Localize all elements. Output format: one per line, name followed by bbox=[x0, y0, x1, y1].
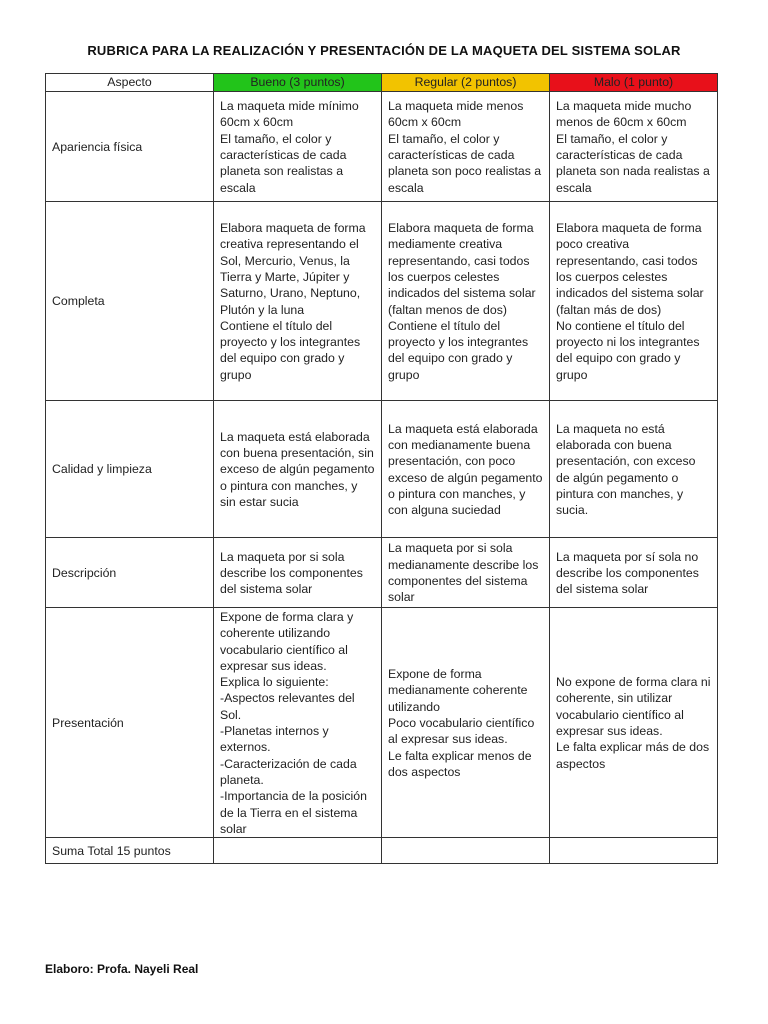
total-regular-cell bbox=[382, 838, 550, 864]
bueno-cell: La maqueta mide mínimo 60cm x 60cm El tamaño, el color y características de cada planeta son realistas a escala bbox=[214, 92, 382, 202]
table-row bbox=[46, 92, 718, 202]
header-bueno: Bueno (3 puntos) bbox=[214, 74, 382, 92]
aspect-cell: Descripción bbox=[46, 538, 214, 608]
bueno-cell: Expone de forma clara y coherente utilizando vocabulario científico al expresar sus ideas. Explica lo siguiente: -Aspectos relevantes del Sol. -Planetas internos y externos. -Caracterización de cada planeta. -Importancia de la posición de la Tierra en el sistema solar bbox=[214, 608, 382, 838]
table-row bbox=[46, 538, 718, 608]
document-title: RUBRICA PARA LA REALIZACIÓN Y PRESENTACIÓN DE LA MAQUETA DEL SISTEMA SOLAR bbox=[87, 43, 681, 58]
header-malo: Malo (1 punto) bbox=[550, 74, 718, 92]
aspect-cell: Presentación bbox=[46, 608, 214, 838]
table-row bbox=[46, 401, 718, 538]
aspect-cell: Apariencia física bbox=[46, 92, 214, 202]
malo-cell: La maqueta por sí sola no describe los componentes del sistema solar bbox=[550, 538, 718, 608]
regular-cell: La maqueta por si sola medianamente describe los componentes del sistema solar bbox=[382, 538, 550, 608]
malo-cell: No expone de forma clara ni coherente, sin utilizar vocabulario científico al expresar sus ideas. Le falta explicar más de dos aspectos bbox=[550, 608, 718, 838]
total-malo-cell bbox=[550, 838, 718, 864]
regular-cell: La maqueta está elaborada con medianamente buena presentación, con poco exceso de algún pegamento o pintura con manches, y con alguna suciedad bbox=[382, 401, 550, 538]
malo-cell: Elabora maqueta de forma poco creativa representando, casi todos los cuerpos celestes indicados del sistema solar (faltan más de dos) No contiene el título del proyecto ni los integrantes del equipo con grado y grupo bbox=[550, 202, 718, 401]
table-row bbox=[46, 202, 718, 401]
header-aspecto: Aspecto bbox=[46, 74, 214, 92]
aspect-cell: Calidad y limpieza bbox=[46, 401, 214, 538]
header-row bbox=[46, 74, 718, 92]
regular-cell: Expone de forma medianamente coherente utilizando Poco vocabulario científico al expresar sus ideas. Le falta explicar menos de dos aspectos bbox=[382, 608, 550, 838]
regular-cell: La maqueta mide menos 60cm x 60cm El tamaño, el color y características de cada planeta son poco realistas a escala bbox=[382, 92, 550, 202]
table-row bbox=[46, 608, 718, 838]
malo-cell: La maqueta mide mucho menos de 60cm x 60cm El tamaño, el color y características de cada planeta son nada realistas a escala bbox=[550, 92, 718, 202]
malo-cell: La maqueta no está elaborada con buena presentación, con exceso de algún pegamento o pintura con manches, y sucia. bbox=[550, 401, 718, 538]
total-label: Suma Total 15 puntos bbox=[46, 838, 214, 864]
bueno-cell: Elabora maqueta de forma creativa representando el Sol, Mercurio, Venus, la Tierra y Marte, Júpiter y Saturno, Urano, Neptuno, Plutón y la luna Contiene el título del proyecto y los integrantes del equipo con grado y grupo bbox=[214, 202, 382, 401]
bueno-cell: La maqueta está elaborada con buena presentación, sin exceso de algún pegamento o pintura con manches, y sin estar sucia bbox=[214, 401, 382, 538]
header-regular: Regular (2 puntos) bbox=[382, 74, 550, 92]
regular-cell: Elabora maqueta de forma mediamente creativa representando, casi todos los cuerpos celestes indicados del sistema solar (faltan menos de dos) Contiene el título del proyecto y los integrantes del equipo con grado y grupo bbox=[382, 202, 550, 401]
total-row bbox=[46, 838, 718, 864]
rubric-table bbox=[45, 73, 718, 864]
author-footer: Elaboro: Profa. Nayeli Real bbox=[45, 962, 199, 976]
total-bueno-cell bbox=[214, 838, 382, 864]
bueno-cell: La maqueta por si sola describe los componentes del sistema solar bbox=[214, 538, 382, 608]
aspect-cell: Completa bbox=[46, 202, 214, 401]
